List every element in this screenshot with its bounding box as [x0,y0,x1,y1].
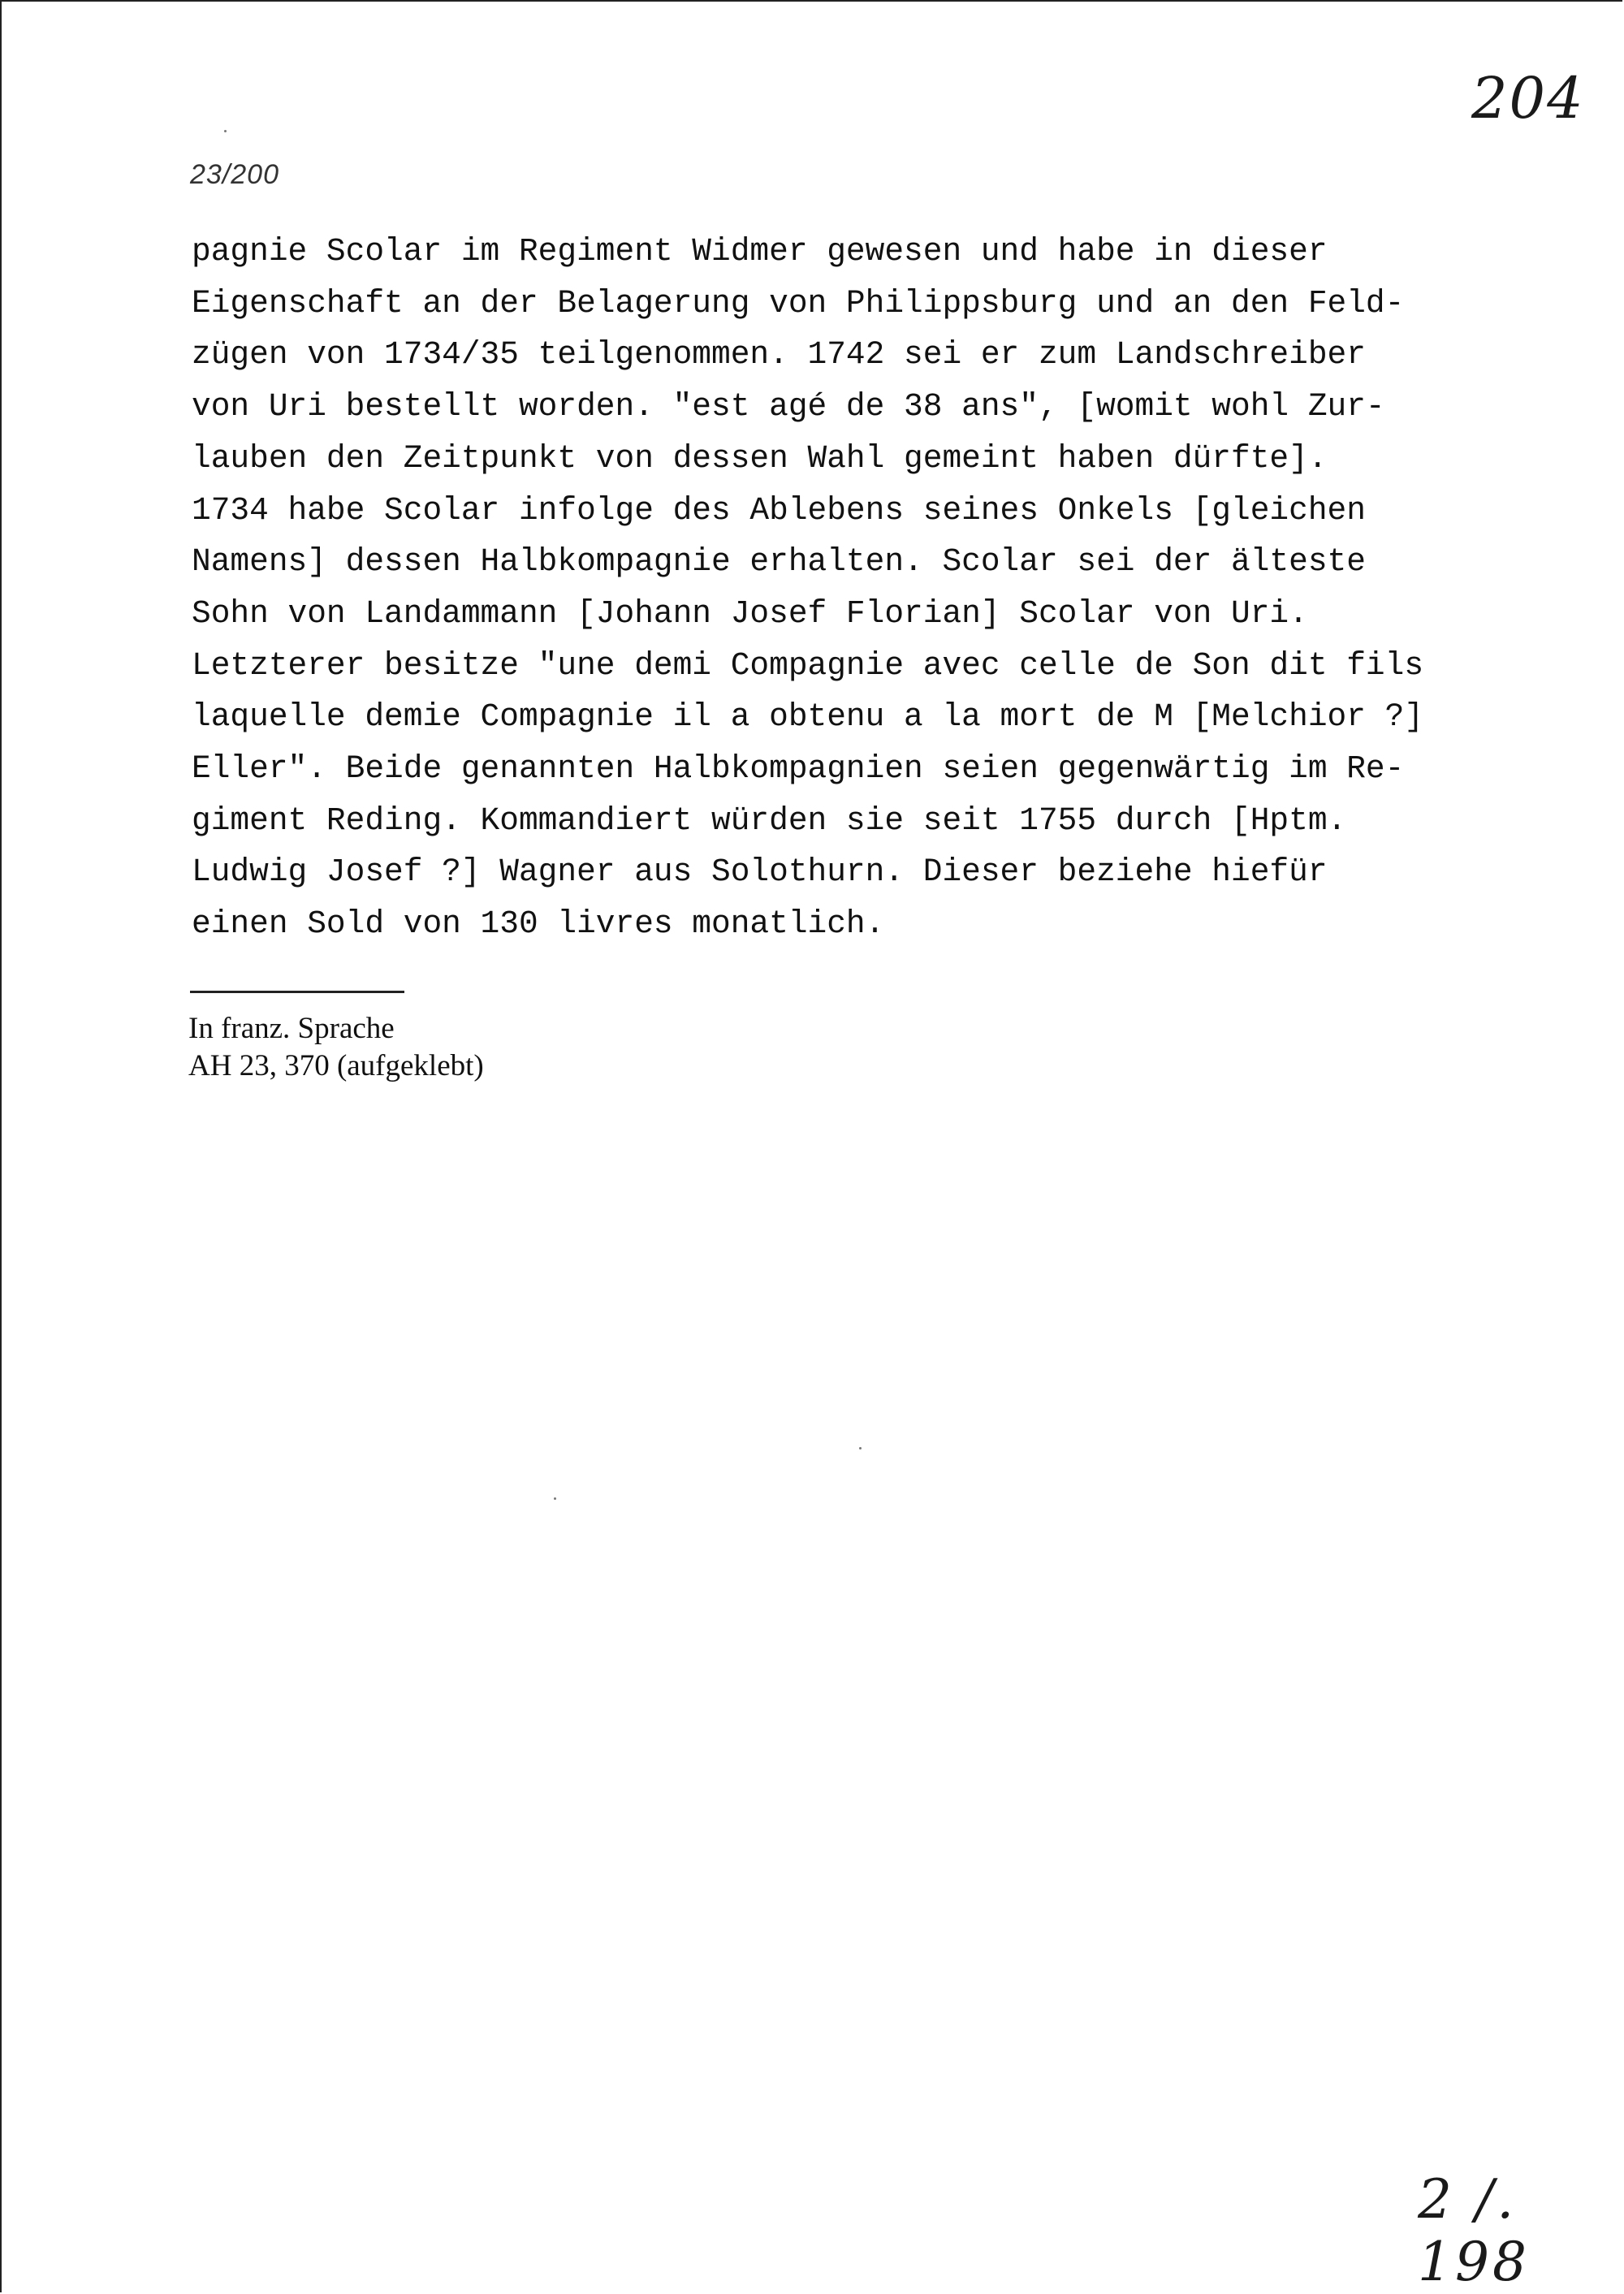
body-line: Eller". Beide genannten Halbkompagnien seien gegenwärtig im Re- [192,750,1405,788]
body-line: laquelle demie Compagnie il a obtenu a la mort de M [Melchior ?] [192,698,1424,736]
footnote-divider [190,991,404,993]
archive-reference: 23/200 [190,159,279,190]
body-line: von Uri bestellt worden. "est agé de 38 ans", [womit wohl Zur- [192,388,1385,426]
scan-speck [554,1497,556,1500]
body-line: lauben den Zeitpunkt von dessen Wahl gemeint haben dürfte]. [192,439,1328,477]
handwritten-page-number: 204 [1471,65,1585,132]
body-line: einen Sold von 130 livres monatlich. [192,905,885,943]
body-line: Ludwig Josef ?] Wagner aus Solothurn. Dieser beziehe hiefür [192,853,1328,891]
body-text [192,226,1475,950]
body-line: pagnie Scolar im Regiment Widmer gewesen und habe in dieser [192,233,1328,270]
handwritten-archive-number: 2 /. 198 [1418,2168,1530,2293]
body-line: Eigenschaft an der Belagerung von Philippsburg und an den Feld- [192,284,1405,322]
body-line: Namens] dessen Halbkompagnie erhalten. Scolar sei der älteste [192,543,1366,581]
scan-speck [224,130,227,132]
body-line: Sohn von Landammann [Johann Josef Florian] Scolar von Uri. [192,594,1308,632]
body-line: Letzterer besitze "une demi Compagnie avec celle de Son dit fils [192,646,1424,684]
body-line: zügen von 1734/35 teilgenommen. 1742 sei er zum Landschreiber [192,336,1366,374]
footnote [188,1010,484,1085]
footnote-line: AH 23, 370 (aufgeklebt) [188,1049,484,1082]
body-line: 1734 habe Scolar infolge des Ablebens seines Onkels [gleichen [192,491,1366,529]
scan-speck [859,1447,862,1449]
body-line: giment Reding. Kommandiert würden sie seit 1755 durch [Hptm. [192,801,1347,839]
footnote-line: In franz. Sprache [188,1012,395,1045]
